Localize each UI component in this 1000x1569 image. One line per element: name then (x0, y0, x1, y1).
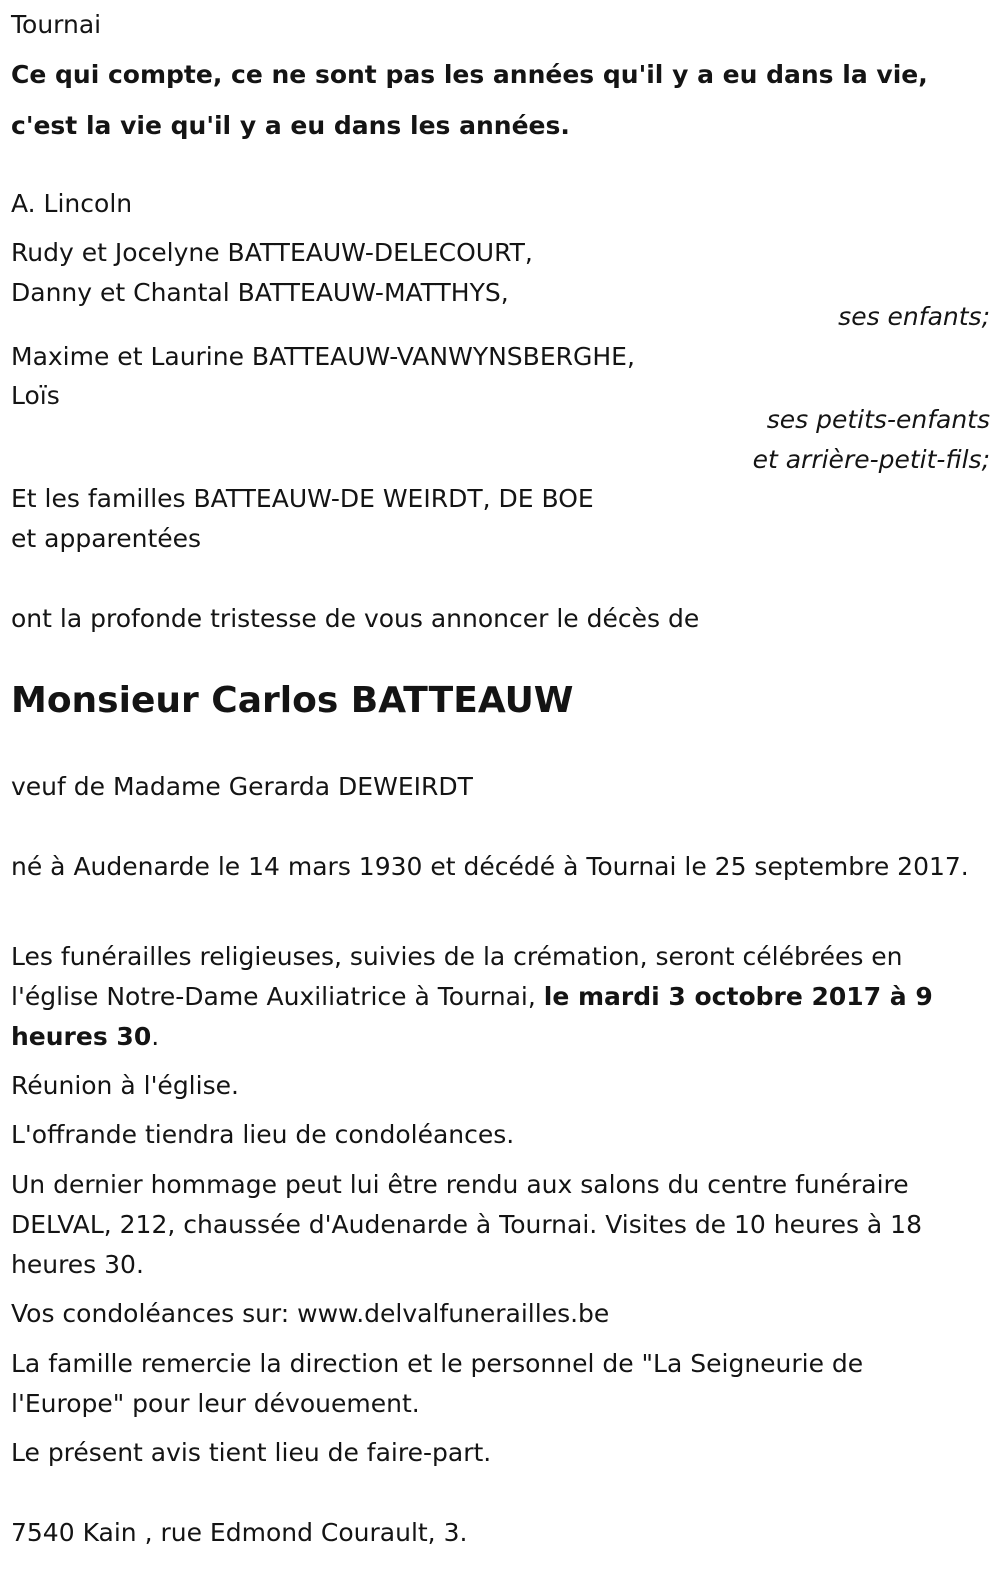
grandchildren-line-1: Maxime et Laurine BATTEAUW-VANWYNSBERGHE, (11, 342, 635, 371)
funeral-text-after: . (151, 1022, 160, 1051)
city-heading: Tournai (11, 10, 102, 39)
thanks-note: La famille remercie la direction et le personnel de "La Seigneurie de l'Europe" pour leur dévouement. (11, 1349, 864, 1418)
announcement-intro: ont la profonde tristesse de vous annoncer le décès de (11, 604, 700, 633)
meeting-note: Réunion à l'église. (11, 1071, 239, 1100)
families-line-2: et apparentées (11, 524, 202, 553)
funeral-date: le mardi 3 octobre 2017 à 9 heures 30 (11, 982, 933, 1051)
deceased-name: Monsieur Carlos BATTEAUW (11, 680, 574, 721)
widower-of: veuf de Madame Gerarda DEWEIRDT (11, 772, 473, 801)
address: 7540 Kain , rue Edmond Courault, 3. (11, 1518, 468, 1547)
quote-line-1: Ce qui compte, ce ne sont pas les années qu'il y a eu dans la vie, (11, 60, 928, 89)
children-line-2: Danny et Chantal BATTEAUW-MATTHYS, (11, 278, 509, 307)
families-line-1: Et les familles BATTEAUW-DE WEIRDT, DE BOE (11, 484, 594, 513)
notice-note: Le présent avis tient lieu de faire-part. (11, 1438, 492, 1467)
quote-author: A. Lincoln (11, 189, 133, 218)
grandchildren-role-2: et arrière-petit-fils; (752, 445, 990, 474)
condolences-note: Vos condoléances sur: www.delvalfunerailles.be (11, 1299, 610, 1328)
tribute-note: Un dernier hommage peut lui être rendu aux salons du centre funéraire DELVAL, 212, chaussée d'Audenarde à Tournai. Visites de 10 heures à 18 heures 30. (11, 1170, 922, 1279)
funeral-details (11, 937, 971, 1057)
grandchildren-role-1: ses petits-enfants (766, 405, 990, 434)
quote-line-2: c'est la vie qu'il y a eu dans les années. (11, 111, 570, 140)
children-line-1: Rudy et Jocelyne BATTEAUW-DELECOURT, (11, 238, 533, 267)
offering-note: L'offrande tiendra lieu de condoléances. (11, 1120, 515, 1149)
funeral-text-before: Les funérailles religieuses, suivies de la crémation, seront célébrées en l'église Notre-Dame Auxiliatrice à Tournai, (11, 942, 903, 1011)
grandchildren-line-2: Loïs (11, 381, 60, 410)
birth-death: né à Audenarde le 14 mars 1930 et décédé à Tournai le 25 septembre 2017. (11, 852, 969, 881)
children-role: ses enfants; (838, 302, 990, 331)
